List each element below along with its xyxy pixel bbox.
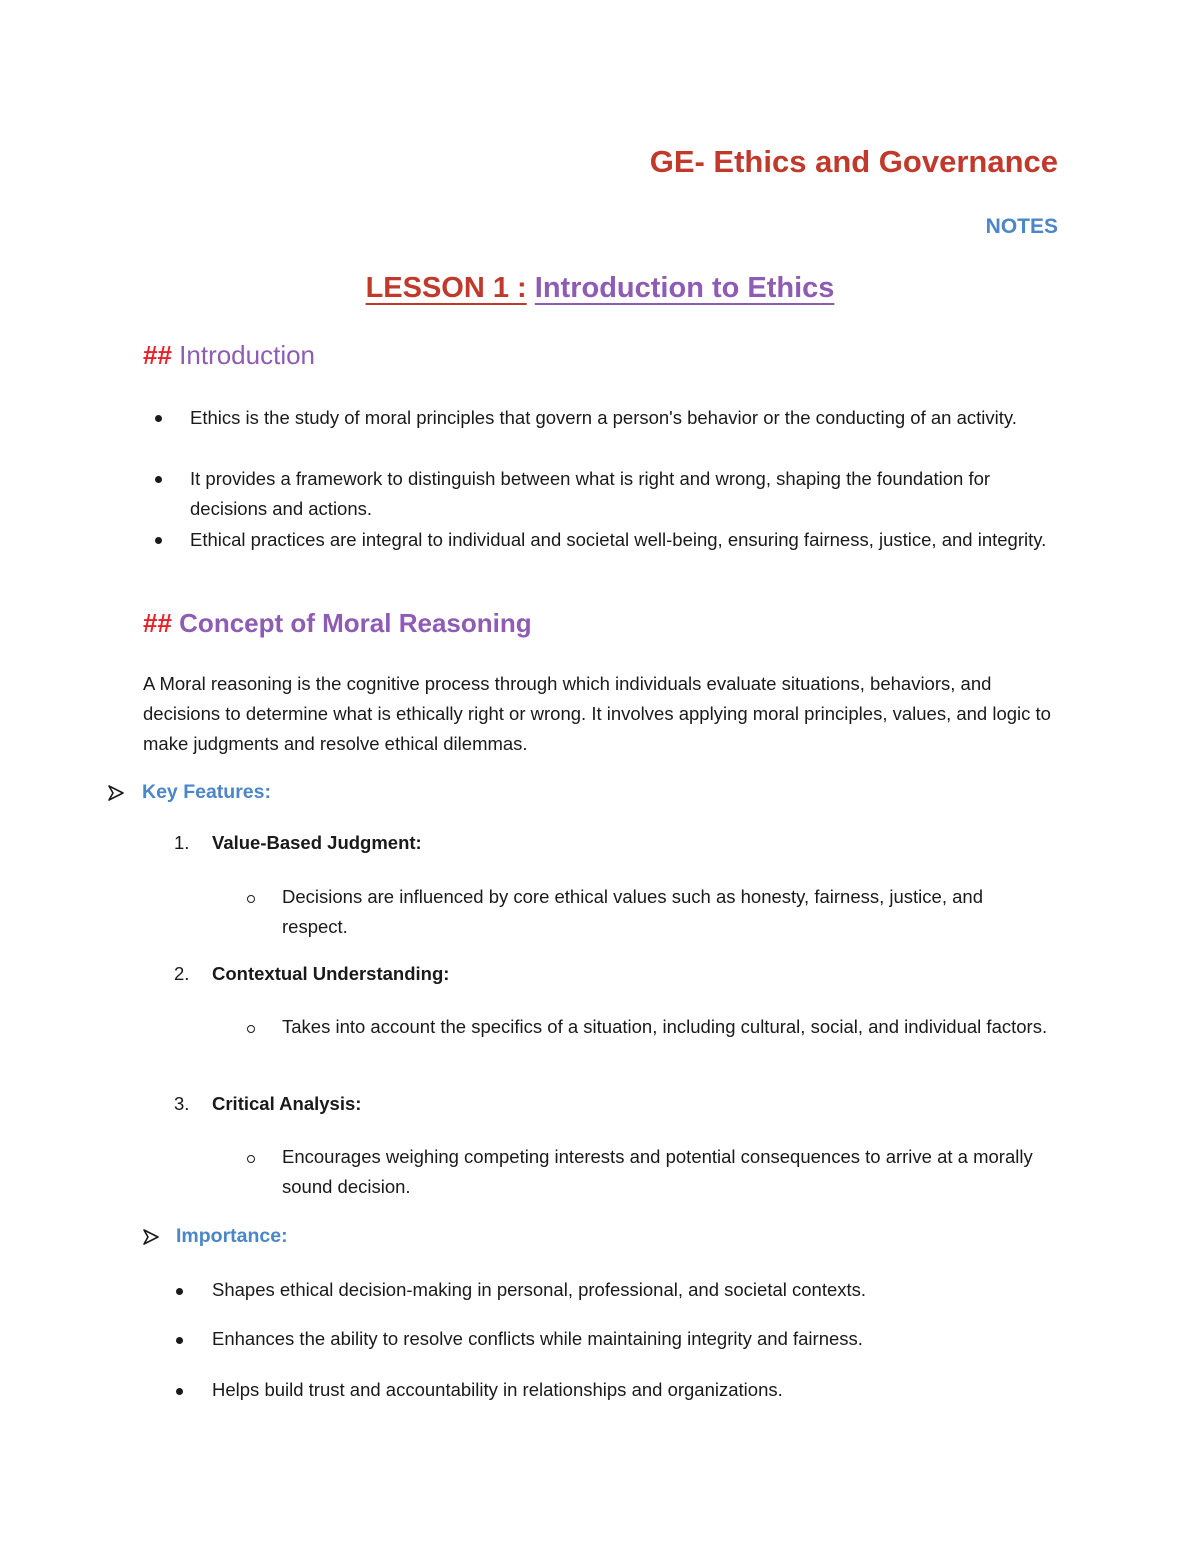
list-number: 1. [174, 832, 190, 853]
feature-label: Critical Analysis: [212, 1093, 362, 1114]
feature-detail: Encourages weighing competing interests and potential consequences to arrive at a morally sound decision. [282, 1146, 1033, 1197]
feature-label: Contextual Understanding: [212, 963, 450, 984]
lesson-topic: Introduction to Ethics [534, 272, 835, 304]
arrow-bullet-icon [142, 1228, 160, 1246]
heading-text: Introduction [179, 340, 316, 370]
feature-detail: Decisions are influenced by core ethical values such as honesty, fairness, justice, and respect. [282, 886, 983, 937]
moral-reasoning-paragraph: A Moral reasoning is the cognitive process through which individuals evaluate situations, behaviors, and decisions to determine what is ethically right or wrong. It involves applying moral principles, values, and logic to make judgments and resolve ethical dilemmas. [143, 673, 1051, 754]
circle-bullet-icon [247, 1155, 255, 1163]
circle-bullet-icon [247, 1025, 255, 1033]
document-title: GE- Ethics and Governance [649, 144, 1058, 179]
heading-text: Concept of Moral Reasoning [179, 608, 532, 638]
feature-label: Value-Based Judgment: [212, 832, 422, 853]
importance-bullet: Enhances the ability to resolve conflicts while maintaining integrity and fairness. [212, 1328, 863, 1349]
heading-hash: ## [143, 340, 172, 370]
bullet-icon [176, 1337, 183, 1344]
lesson-number: LESSON 1 : [365, 272, 527, 304]
heading-hash: ## [143, 608, 172, 638]
list-number: 2. [174, 963, 190, 984]
notes-label: NOTES [985, 215, 1058, 238]
circle-bullet-icon [247, 895, 255, 903]
introduction-bullet: Ethics is the study of moral principles that govern a person's behavior or the conducting of an activity. [190, 407, 1017, 428]
importance-heading: Importance: [176, 1225, 288, 1247]
list-number: 3. [174, 1093, 190, 1114]
lesson-title [0, 272, 1200, 305]
bullet-icon [176, 1288, 183, 1295]
bullet-icon [155, 537, 162, 544]
importance-bullet: Shapes ethical decision-making in personal, professional, and societal contexts. [212, 1279, 867, 1300]
key-features-heading: Key Features: [142, 781, 271, 803]
bullet-icon [176, 1388, 183, 1395]
introduction-bullet: Ethical practices are integral to individual and societal well-being, ensuring fairness, justice, and integrity. [190, 529, 1047, 550]
moral-reasoning-heading [143, 608, 532, 639]
feature-detail: Takes into account the specifics of a situation, including cultural, social, and individual factors. [282, 1016, 1048, 1037]
importance-bullet: Helps build trust and accountability in relationships and organizations. [212, 1379, 783, 1400]
arrow-bullet-icon [107, 784, 125, 802]
bullet-icon [155, 415, 162, 422]
introduction-bullet: It provides a framework to distinguish between what is right and wrong, shaping the foundation for decisions and actions. [190, 468, 991, 519]
introduction-heading [143, 340, 315, 371]
bullet-icon [155, 476, 162, 483]
